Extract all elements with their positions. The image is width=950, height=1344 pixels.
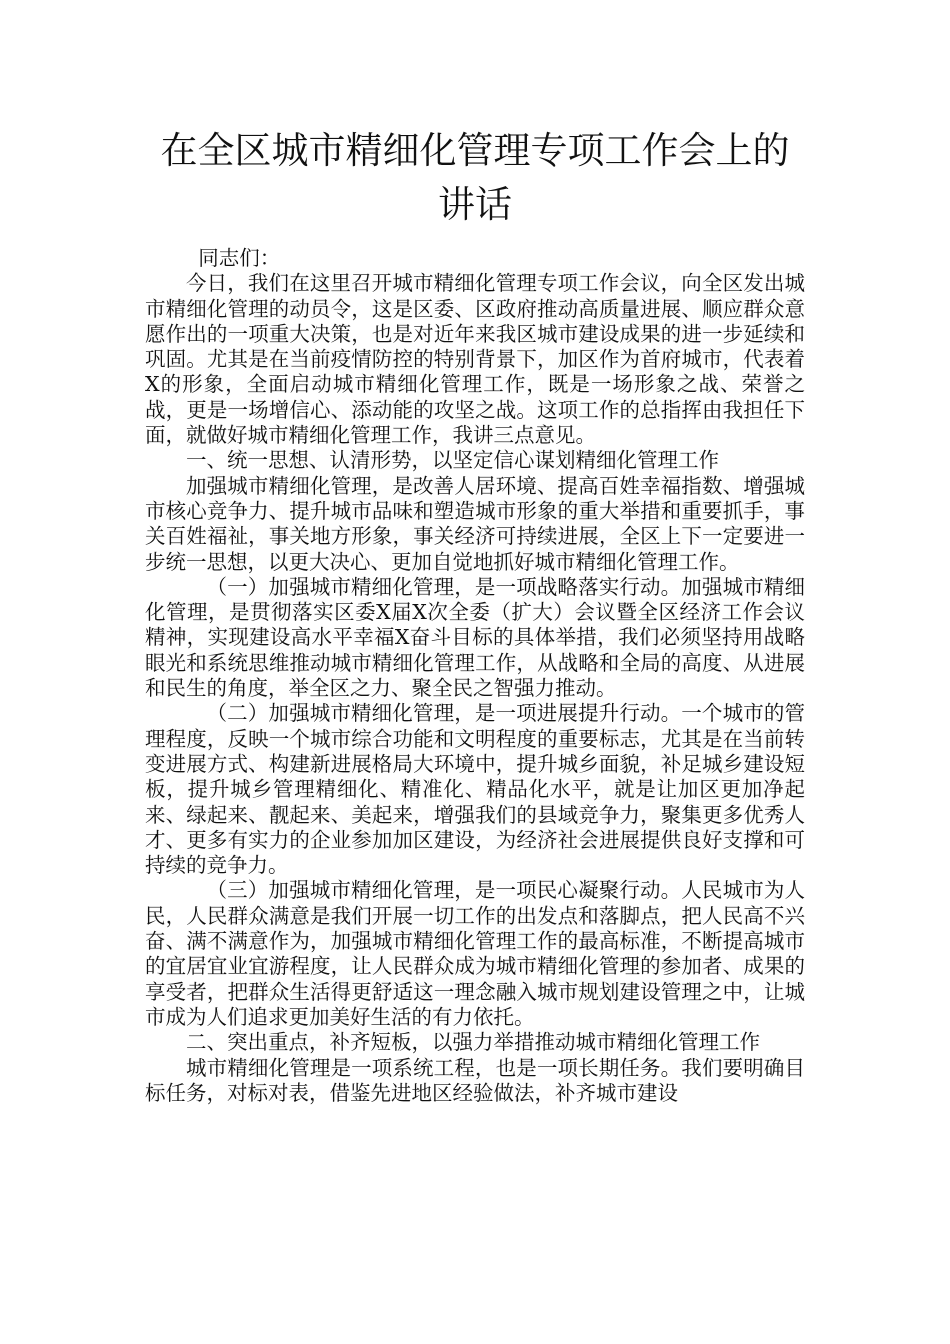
section-heading-2: 二、突出重点，补齐短板，以强力举措推动城市精细化管理工作 (186, 1030, 760, 1055)
section-heading-1: 一、统一思想、认清形势，以坚定信心谋划精细化管理工作 (186, 448, 719, 473)
section-2-intro-paragraph: 城市精细化管理是一项系统工程，也是一项长期任务。我们要明确目标任务，对标对表，借鉴先进地区经验做法，补齐城市建设 (145, 1055, 805, 1105)
document-title: 在全区城市精细化管理专项工作会上的讲话 (160, 129, 790, 226)
section-1-point-2: （二）加强城市精细化管理，是一项进展提升行动。一个城市的管理程度，反映一个城市综合功能和文明程度的重要标志，尤其是在当前转变进展方式、构建新进展格局大环境中，提升城乡面貌，补足城乡建设短板，提升城乡管理精细化、精准化、精品化水平，就是让加区更加净起来、绿起来、靓起来、美起来，增强我们的县域竞争力，聚集更多优秀人才、更多有实力的企业参加加区建设，为经济社会进展提供良好支撑和可持续的竞争力。 (145, 701, 805, 878)
document-body (145, 246, 805, 1106)
section-1-intro-paragraph: 加强城市精细化管理，是改善人居环境、提高百姓幸福指数、增强城市核心竞争力、提升城市品味和塑造城市形象的重大举措和重要抓手，事关百姓福祉，事关地方形象，事关经济可持续进展，全区上下一定要进一步统一思想，以更大决心、更加自觉地抓好城市精细化管理工作。 (145, 473, 805, 574)
section-1-point-3: （三）加强城市精细化管理，是一项民心凝聚行动。人民城市为人民，人民群众满意是我们开展一切工作的出发点和落脚点，把人民高不兴奋、满不满意作为，加强城市精细化管理工作的最高标准，不断提高城市的宜居宜业宜游程度，让人民群众成为城市精细化管理的参加者、成果的享受者，把群众生活得更舒适这一理念融入城市规划建设管理之中，让城市成为人们追求更加美好生活的有力依托。 (145, 878, 805, 1029)
salutation: 同志们： (198, 246, 281, 270)
opening-paragraph: 今日，我们在这里召开城市精细化管理专项工作会议，向全区发出城市精细化管理的动员令，这是区委、区政府推动高质量进展、顺应群众意愿作出的一项重大决策，也是对近年来我区城市建设成果的进一步延续和巩固。尤其是在当前疫情防控的特别背景下，加区作为首府城市，代表着X的形象，全面启动城市精细化管理工作，既是一场形象之战、荣誉之战，更是一场增信心、添动能的攻坚之战。这项工作的总指挥由我担任下面，就做好城市精细化管理工作，我讲三点意见。 (145, 271, 805, 448)
section-1-point-1: （一）加强城市精细化管理，是一项战略落实行动。加强城市精细化管理，是贯彻落实区委X届X次全委（扩大）会议暨全区经济工作会议精神，实现建设高水平幸福X奋斗目标的具体举措，我们必须坚持用战略眼光和系统思维推动城市精细化管理工作，从战略和全局的高度、从进展和民生的角度，举全区之力、聚全民之智强力推动。 (145, 574, 805, 701)
